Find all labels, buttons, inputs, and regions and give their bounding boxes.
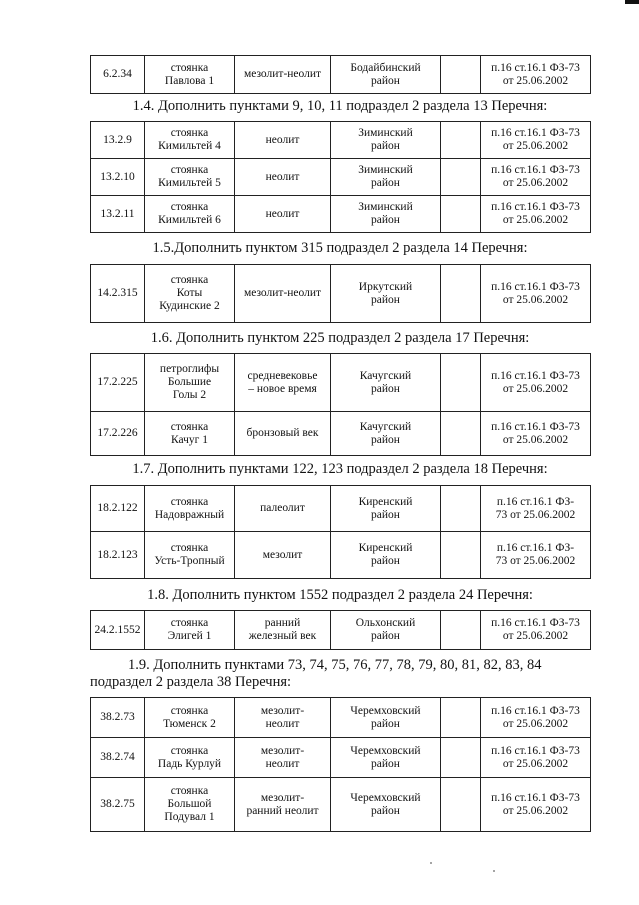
cell-district-line: район — [371, 140, 400, 152]
cell-empty — [441, 698, 481, 738]
cell-empty — [441, 159, 481, 196]
section-heading: 1.8. Дополнить пунктом 1552 подраздел 2 раздела 24 Перечня: — [147, 587, 533, 603]
cell-legal-basis-line: п.16 ст.16.1 ФЗ-73 — [491, 164, 580, 176]
cell-period-line: мезолит-неолит — [243, 68, 322, 80]
cell-legal-basis-line: п.16 ст.16.1 ФЗ-73 — [491, 127, 580, 139]
cell-period — [235, 354, 331, 412]
cell-object-name-line: стоянка — [170, 704, 209, 717]
cell-legal-basis — [481, 738, 591, 778]
cell-empty — [441, 412, 481, 456]
cell-period-line: мезолит- — [260, 791, 305, 804]
table-row — [91, 698, 591, 738]
cell-object-name — [145, 354, 235, 412]
cell-legal-basis-line: от 25.06.2002 — [502, 804, 569, 817]
cell-object-name — [145, 265, 235, 323]
register-table — [90, 121, 591, 233]
cell-legal-basis-line: от 25.06.2002 — [502, 757, 569, 770]
cell-period-line: ранний неолит — [246, 804, 319, 817]
cell-object-name — [145, 532, 235, 579]
section-heading — [90, 657, 590, 691]
cell-number: 13.2.10 — [91, 159, 145, 196]
cell-legal-basis — [481, 159, 591, 196]
cell-district — [331, 159, 441, 196]
register-table — [90, 697, 591, 832]
cell-legal-basis-line: от 25.06.2002 — [502, 717, 569, 730]
cell-object-name — [145, 486, 235, 532]
cell-district — [331, 486, 441, 532]
cell-period — [235, 412, 331, 456]
cell-district-line: район — [371, 433, 400, 446]
cell-number: 17.2.226 — [91, 412, 145, 456]
cell-object-name-line: Павлова 1 — [164, 74, 215, 87]
cell-number: 38.2.75 — [91, 778, 145, 832]
cell-legal-basis-line: п.16 ст.16.1 ФЗ-73 — [491, 744, 580, 757]
cell-empty — [441, 196, 481, 233]
cell-object-name-line: стоянка — [170, 617, 209, 629]
cell-legal-basis-line: п.16 ст.16.1 ФЗ-73 — [491, 420, 580, 433]
cell-district-line: Зиминский — [358, 201, 413, 213]
cell-period-line: железный век — [248, 630, 317, 642]
cell-legal-basis-line: от 25.06.2002 — [502, 74, 569, 87]
cell-district — [331, 354, 441, 412]
cell-district — [331, 196, 441, 233]
section-heading: 1.7. Дополнить пунктами 122, 123 подраздел 2 раздела 18 Перечня: — [132, 461, 548, 477]
cell-empty — [441, 56, 481, 94]
cell-district-line: район — [371, 555, 400, 567]
cell-number: 18.2.123 — [91, 532, 145, 579]
cell-legal-basis — [481, 122, 591, 159]
cell-object-name-line: стоянка — [170, 164, 209, 176]
cell-district-line: Качугский — [359, 420, 412, 433]
cell-district-line: район — [371, 177, 400, 189]
cell-district — [331, 611, 441, 650]
cell-object-name-line: стоянка — [170, 127, 209, 139]
cell-object-name-line: Подувал 1 — [164, 811, 215, 823]
table-row — [91, 159, 591, 196]
cell-object-name-line: Кимильтей 6 — [158, 214, 221, 226]
cell-object-name — [145, 159, 235, 196]
cell-legal-basis-line: п.16 ст.16.1 ФЗ-73 — [491, 280, 580, 293]
cell-object-name — [145, 196, 235, 233]
cell-object-name — [145, 56, 235, 94]
cell-object-name-line: Коты — [176, 287, 203, 299]
cell-object-name-line: Большие — [167, 376, 212, 388]
cell-legal-basis — [481, 412, 591, 456]
cell-legal-basis-line: п.16 ст.16.1 ФЗ-73 — [491, 201, 580, 213]
cell-object-name-line: Элигей 1 — [167, 630, 212, 642]
cell-legal-basis-line: от 25.06.2002 — [502, 214, 569, 226]
table-row — [91, 738, 591, 778]
table-row — [91, 611, 591, 650]
register-table — [90, 353, 591, 456]
cell-legal-basis-line: п.16 ст.16.1 ФЗ-73 — [491, 617, 580, 629]
cell-legal-basis-line: п.16 ст.16.1 ФЗ-73 — [491, 704, 580, 717]
cell-district-line: район — [371, 508, 400, 521]
cell-object-name — [145, 738, 235, 778]
cell-period — [235, 698, 331, 738]
cell-period-line: бронзовый век — [246, 427, 319, 439]
cell-object-name-line: стоянка — [170, 201, 209, 213]
cell-number: 17.2.225 — [91, 354, 145, 412]
cell-empty — [441, 354, 481, 412]
cell-legal-basis-line: п.16 ст.16.1 ФЗ-73 — [491, 791, 580, 804]
section-heading-text: 1.9. Дополнить пунктами 73, 74, 75, 76, 77, 78, 79, 80, 81, 82, 83, 84 подраздел 2 раздела 38 Перечня: — [90, 657, 542, 690]
scan-speck — [430, 862, 432, 864]
table-row — [91, 532, 591, 579]
cell-object-name-line: стоянка — [170, 274, 209, 286]
cell-legal-basis-line: п.16 ст.16.1 ФЗ-73 — [491, 61, 580, 74]
cell-period — [235, 778, 331, 832]
cell-number: 38.2.74 — [91, 738, 145, 778]
cell-object-name-line: Надовражный — [154, 508, 225, 521]
cell-period-line: мезолит-неолит — [243, 287, 322, 299]
register-table — [90, 485, 591, 579]
cell-object-name-line: Падь Курлуй — [157, 757, 222, 770]
cell-district-line: Качугский — [359, 369, 412, 382]
cell-district — [331, 56, 441, 94]
cell-period-line: неолит — [265, 717, 300, 730]
cell-number: 18.2.122 — [91, 486, 145, 532]
cell-period-line: палеолит — [260, 502, 305, 514]
cell-legal-basis-line: от 25.06.2002 — [502, 433, 569, 446]
cell-district-line: Ольхонский — [355, 617, 416, 629]
cell-object-name-line: стоянка — [170, 61, 209, 74]
cell-period-line: мезолит- — [260, 744, 305, 757]
cell-object-name-line: Кимильтей 5 — [158, 177, 221, 189]
cell-period-line: – новое время — [248, 382, 317, 395]
cell-district-line: Зиминский — [358, 164, 413, 176]
cell-district-line: Киренский — [358, 495, 413, 508]
cell-legal-basis — [481, 486, 591, 532]
cell-period-line: неолит — [265, 207, 300, 220]
cell-district — [331, 265, 441, 323]
cell-object-name-line: Тюменск 2 — [163, 717, 216, 730]
cell-period — [235, 486, 331, 532]
cell-object-name-line: Качуг 1 — [170, 433, 209, 446]
cell-legal-basis — [481, 698, 591, 738]
table-row — [91, 778, 591, 832]
cell-empty — [441, 532, 481, 579]
cell-empty — [441, 611, 481, 650]
cell-period — [235, 196, 331, 233]
cell-period-line: неолит — [265, 757, 300, 770]
cell-number: 6.2.34 — [91, 56, 145, 94]
cell-period — [235, 532, 331, 579]
cell-district-line: Черемховский — [350, 791, 421, 804]
cell-legal-basis — [481, 532, 591, 579]
cell-legal-basis — [481, 265, 591, 323]
table-row — [91, 486, 591, 532]
cell-period-line: средневековье — [247, 369, 318, 382]
cell-object-name-line: Большой — [167, 798, 212, 810]
cell-period-line: мезолит — [262, 548, 303, 561]
cell-district-line: район — [371, 214, 400, 226]
register-table — [90, 610, 591, 650]
cell-district-line: Киренский — [358, 542, 413, 554]
cell-legal-basis-line: п.16 ст.16.1 ФЗ- — [496, 495, 575, 508]
cell-object-name-line: стоянка — [170, 785, 209, 797]
cell-period — [235, 122, 331, 159]
cell-object-name — [145, 412, 235, 456]
cell-legal-basis — [481, 196, 591, 233]
cell-district-line: Черемховский — [350, 744, 421, 757]
cell-district-line: Зиминский — [358, 127, 413, 139]
cell-number: 38.2.73 — [91, 698, 145, 738]
cell-empty — [441, 738, 481, 778]
cell-district-line: Черемховский — [350, 704, 421, 717]
cell-number: 24.2.1552 — [91, 611, 145, 650]
cell-object-name-line: стоянка — [170, 542, 209, 554]
cell-legal-basis-line: от 25.06.2002 — [502, 382, 569, 395]
cell-district-line: Бодайбинский — [350, 61, 421, 74]
cell-legal-basis — [481, 611, 591, 650]
cell-empty — [441, 778, 481, 832]
cell-legal-basis-line: п.16 ст.16.1 ФЗ-73 — [491, 369, 580, 382]
cell-district-line: район — [371, 293, 400, 306]
cell-district-line: Иркутский — [358, 280, 413, 293]
cell-object-name-line: стоянка — [170, 495, 209, 508]
cell-district-line: район — [371, 757, 400, 770]
cell-legal-basis — [481, 354, 591, 412]
section-heading: 1.4. Дополнить пунктами 9, 10, 11 подраздел 2 раздела 13 Перечня: — [132, 98, 548, 114]
cell-empty — [441, 122, 481, 159]
table-row — [91, 56, 591, 94]
cell-object-name-line: петроглифы — [159, 363, 220, 375]
cell-empty — [441, 486, 481, 532]
cell-period-line: неолит — [265, 133, 300, 146]
cell-object-name-line: Кимильтей 4 — [158, 140, 221, 152]
cell-number: 13.2.9 — [91, 122, 145, 159]
cell-object-name-line: стоянка — [170, 744, 209, 757]
register-table — [90, 264, 591, 323]
cell-district — [331, 122, 441, 159]
table-row — [91, 196, 591, 233]
cell-number: 13.2.11 — [91, 196, 145, 233]
cell-number: 14.2.315 — [91, 265, 145, 323]
cell-period-line: ранний — [264, 617, 301, 629]
cell-district-line: район — [371, 630, 400, 642]
cell-object-name-line: Кудинские 2 — [159, 300, 220, 312]
cell-period — [235, 159, 331, 196]
cell-object-name — [145, 122, 235, 159]
cell-district — [331, 532, 441, 579]
cell-district — [331, 412, 441, 456]
register-table — [90, 55, 591, 94]
cell-legal-basis-line: от 25.06.2002 — [502, 177, 569, 189]
cell-legal-basis-line: п.16 ст.16.1 ФЗ- — [496, 542, 575, 554]
cell-object-name-line: стоянка — [170, 420, 209, 433]
cell-district-line: район — [371, 717, 400, 730]
scan-speck — [493, 870, 495, 872]
cell-district — [331, 738, 441, 778]
cell-district — [331, 778, 441, 832]
table-row — [91, 265, 591, 323]
cell-object-name-line: Усть-Тропный — [154, 555, 225, 567]
table-row — [91, 412, 591, 456]
table-row — [91, 354, 591, 412]
cell-object-name — [145, 698, 235, 738]
cell-legal-basis-line: от 25.06.2002 — [502, 630, 569, 642]
page-corner-mark — [625, 0, 639, 4]
cell-object-name-line: Голы 2 — [172, 389, 207, 401]
cell-legal-basis — [481, 56, 591, 94]
cell-period — [235, 611, 331, 650]
cell-district-line: район — [371, 74, 400, 87]
cell-legal-basis — [481, 778, 591, 832]
cell-period-line: мезолит- — [260, 704, 305, 717]
cell-period-line: неолит — [265, 170, 300, 183]
cell-legal-basis-line: от 25.06.2002 — [502, 140, 569, 152]
cell-legal-basis-line: 73 от 25.06.2002 — [495, 555, 576, 567]
cell-period — [235, 738, 331, 778]
cell-period — [235, 265, 331, 323]
cell-legal-basis-line: 73 от 25.06.2002 — [495, 508, 576, 521]
cell-object-name — [145, 778, 235, 832]
table-row — [91, 122, 591, 159]
section-heading: 1.6. Дополнить пунктом 225 подраздел 2 раздела 17 Перечня: — [150, 330, 530, 346]
cell-district-line: район — [371, 382, 400, 395]
cell-legal-basis-line: от 25.06.2002 — [502, 293, 569, 306]
cell-district-line: район — [371, 804, 400, 817]
cell-object-name — [145, 611, 235, 650]
cell-district — [331, 698, 441, 738]
cell-period — [235, 56, 331, 94]
cell-empty — [441, 265, 481, 323]
section-heading: 1.5.Дополнить пунктом 315 подраздел 2 раздела 14 Перечня: — [152, 240, 528, 256]
